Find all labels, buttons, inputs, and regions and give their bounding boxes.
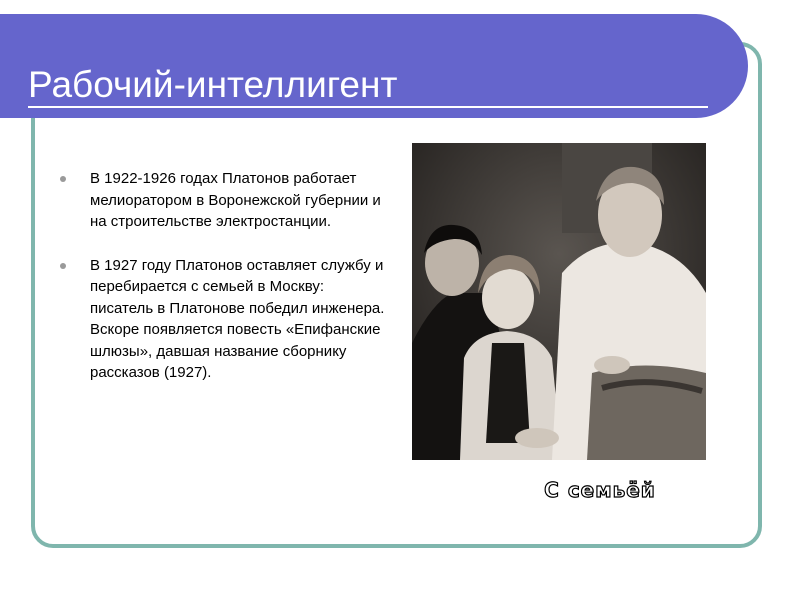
family-photo-illustration [412, 143, 706, 460]
bullet-item [58, 255, 388, 384]
bullet-item [58, 168, 388, 233]
slide-title: Рабочий-интеллигент [28, 64, 398, 105]
bullet-dot-icon [60, 263, 66, 269]
bullet-text: В 1922-1926 годах Платонов работает мелиоратором в Воронежской губернии и на строительстве электростанции. [90, 170, 381, 230]
family-photo [412, 143, 706, 460]
bullet-list [58, 168, 388, 406]
photo-caption: С семьёй [544, 478, 656, 502]
bullet-text: В 1927 году Платонов оставляет службу и перебирается с семьей в Москву: писатель в Платонове победил инженера. Вскоре появляется повесть «Епифанские шлюзы», давшая название сборнику рассказов (1927). [90, 256, 385, 381]
title-underline [28, 106, 708, 108]
bullet-dot-icon [60, 176, 66, 182]
